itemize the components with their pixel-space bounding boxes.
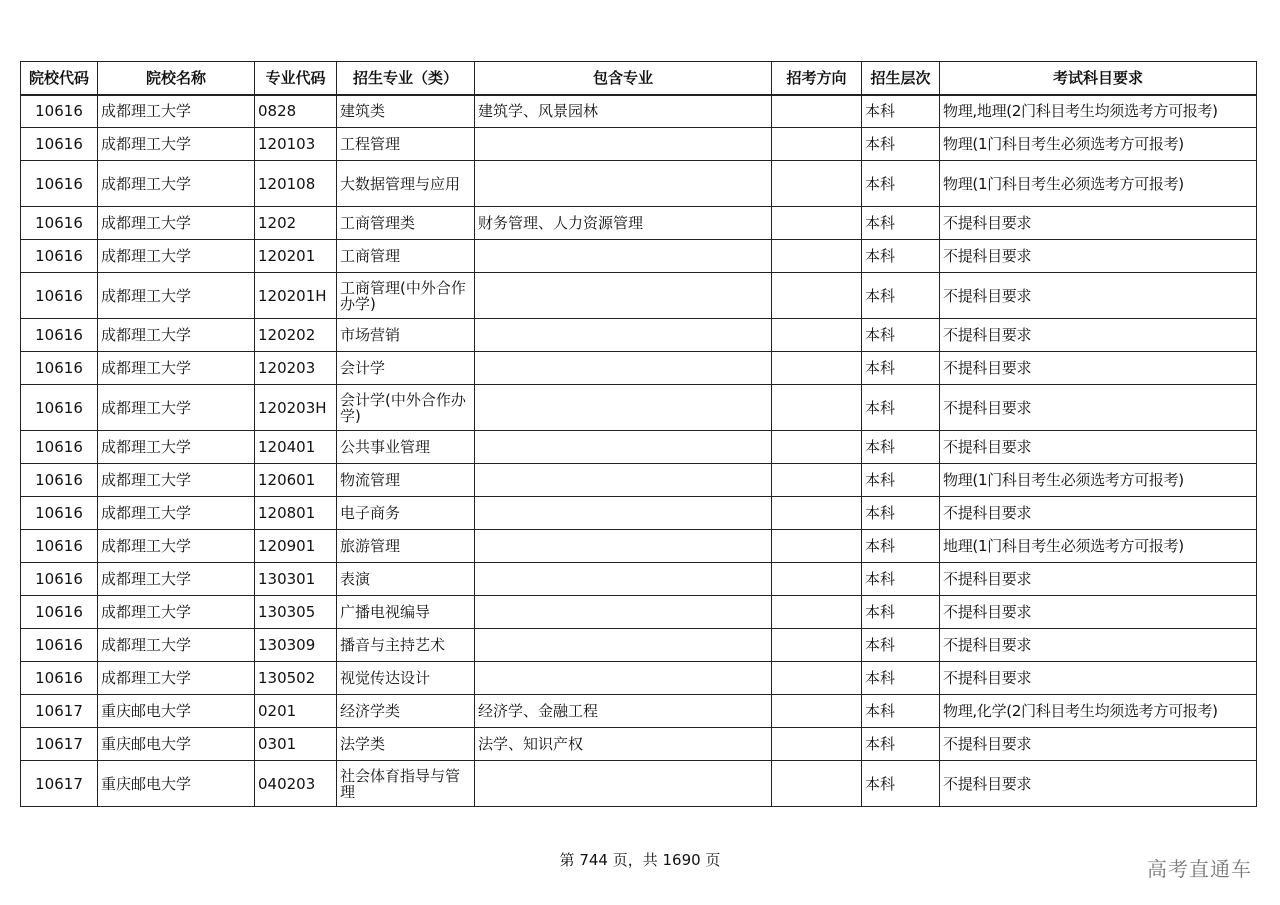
included-majors-cell xyxy=(475,385,772,431)
included-majors-cell xyxy=(475,629,772,662)
school-name-cell: 成都理工大学 xyxy=(98,662,255,695)
school-name-cell: 重庆邮电大学 xyxy=(98,761,255,807)
table-row xyxy=(21,497,1257,530)
included-majors-cell xyxy=(475,273,772,319)
table-row xyxy=(21,273,1257,319)
level-cell: 本科 xyxy=(862,161,940,207)
subject-requirement-cell: 不提科目要求 xyxy=(940,728,1257,761)
table-body xyxy=(21,95,1257,807)
school-code-cell: 10616 xyxy=(21,207,98,240)
included-majors-cell xyxy=(475,161,772,207)
subject-requirement-cell: 物理,地理(2门科目考生均须选考方可报考) xyxy=(940,95,1257,128)
level-cell: 本科 xyxy=(862,128,940,161)
subject-requirement-cell: 不提科目要求 xyxy=(940,319,1257,352)
header-direction: 招考方向 xyxy=(772,62,862,95)
school-code-cell: 10616 xyxy=(21,629,98,662)
subject-requirement-cell: 不提科目要求 xyxy=(940,596,1257,629)
table-header-row xyxy=(21,62,1257,95)
major-code-cell: 130309 xyxy=(255,629,337,662)
subject-requirement-cell: 物理(1门科目考生必须选考方可报考) xyxy=(940,464,1257,497)
major-code-cell: 120103 xyxy=(255,128,337,161)
major-name-cell: 市场营销 xyxy=(337,319,475,352)
major-code-cell: 130301 xyxy=(255,563,337,596)
major-name-cell: 会计学(中外合作办学) xyxy=(337,385,475,431)
school-code-cell: 10616 xyxy=(21,128,98,161)
school-code-cell: 10616 xyxy=(21,497,98,530)
level-cell: 本科 xyxy=(862,273,940,319)
major-code-cell: 120202 xyxy=(255,319,337,352)
direction-cell xyxy=(772,497,862,530)
school-name-cell: 成都理工大学 xyxy=(98,273,255,319)
school-name-cell: 成都理工大学 xyxy=(98,530,255,563)
admissions-table xyxy=(20,61,1257,807)
school-code-cell: 10617 xyxy=(21,695,98,728)
subject-requirement-cell: 不提科目要求 xyxy=(940,352,1257,385)
major-name-cell: 大数据管理与应用 xyxy=(337,161,475,207)
table-row xyxy=(21,662,1257,695)
school-name-cell: 成都理工大学 xyxy=(98,563,255,596)
table-row xyxy=(21,728,1257,761)
direction-cell xyxy=(772,240,862,273)
school-name-cell: 成都理工大学 xyxy=(98,352,255,385)
level-cell: 本科 xyxy=(862,240,940,273)
included-majors-cell xyxy=(475,319,772,352)
direction-cell xyxy=(772,662,862,695)
level-cell: 本科 xyxy=(862,319,940,352)
major-code-cell: 120601 xyxy=(255,464,337,497)
table-row xyxy=(21,128,1257,161)
level-cell: 本科 xyxy=(862,95,940,128)
school-name-cell: 重庆邮电大学 xyxy=(98,728,255,761)
school-code-cell: 10616 xyxy=(21,352,98,385)
included-majors-cell xyxy=(475,431,772,464)
header-school-code: 院校代码 xyxy=(21,62,98,95)
school-code-cell: 10616 xyxy=(21,385,98,431)
level-cell: 本科 xyxy=(862,352,940,385)
major-code-cell: 040203 xyxy=(255,761,337,807)
major-name-cell: 物流管理 xyxy=(337,464,475,497)
subject-requirement-cell: 不提科目要求 xyxy=(940,497,1257,530)
school-name-cell: 重庆邮电大学 xyxy=(98,695,255,728)
major-code-cell: 120203H xyxy=(255,385,337,431)
major-name-cell: 经济学类 xyxy=(337,695,475,728)
major-name-cell: 播音与主持艺术 xyxy=(337,629,475,662)
table-row xyxy=(21,385,1257,431)
major-code-cell: 130305 xyxy=(255,596,337,629)
level-cell: 本科 xyxy=(862,761,940,807)
subject-requirement-cell: 不提科目要求 xyxy=(940,662,1257,695)
subject-requirement-cell: 物理,化学(2门科目考生均须选考方可报考) xyxy=(940,695,1257,728)
included-majors-cell xyxy=(475,530,772,563)
school-code-cell: 10617 xyxy=(21,728,98,761)
page-number: 第 744 页，共 1690 页 xyxy=(559,851,721,869)
major-code-cell: 0828 xyxy=(255,95,337,128)
level-cell: 本科 xyxy=(862,563,940,596)
major-code-cell: 120201H xyxy=(255,273,337,319)
major-code-cell: 120108 xyxy=(255,161,337,207)
major-name-cell: 广播电视编导 xyxy=(337,596,475,629)
subject-requirement-cell: 地理(1门科目考生必须选考方可报考) xyxy=(940,530,1257,563)
subject-requirement-cell: 不提科目要求 xyxy=(940,431,1257,464)
direction-cell xyxy=(772,530,862,563)
included-majors-cell: 法学、知识产权 xyxy=(475,728,772,761)
direction-cell xyxy=(772,695,862,728)
major-name-cell: 工商管理类 xyxy=(337,207,475,240)
major-code-cell: 1202 xyxy=(255,207,337,240)
included-majors-cell xyxy=(475,662,772,695)
table-row xyxy=(21,761,1257,807)
school-code-cell: 10616 xyxy=(21,530,98,563)
subject-requirement-cell: 物理(1门科目考生必须选考方可报考) xyxy=(940,161,1257,207)
major-name-cell: 法学类 xyxy=(337,728,475,761)
subject-requirement-cell: 不提科目要求 xyxy=(940,207,1257,240)
direction-cell xyxy=(772,352,862,385)
school-code-cell: 10616 xyxy=(21,319,98,352)
school-code-cell: 10616 xyxy=(21,464,98,497)
table-row xyxy=(21,431,1257,464)
major-code-cell: 130502 xyxy=(255,662,337,695)
direction-cell xyxy=(772,207,862,240)
header-major: 招生专业（类） xyxy=(337,62,475,95)
level-cell: 本科 xyxy=(862,596,940,629)
table-row xyxy=(21,161,1257,207)
direction-cell xyxy=(772,431,862,464)
school-code-cell: 10616 xyxy=(21,240,98,273)
major-name-cell: 电子商务 xyxy=(337,497,475,530)
school-code-cell: 10616 xyxy=(21,563,98,596)
header-subject-requirement: 考试科目要求 xyxy=(940,62,1257,95)
major-code-cell: 0201 xyxy=(255,695,337,728)
major-code-cell: 120901 xyxy=(255,530,337,563)
level-cell: 本科 xyxy=(862,662,940,695)
major-code-cell: 120401 xyxy=(255,431,337,464)
school-name-cell: 成都理工大学 xyxy=(98,464,255,497)
school-name-cell: 成都理工大学 xyxy=(98,240,255,273)
school-code-cell: 10616 xyxy=(21,662,98,695)
major-name-cell: 会计学 xyxy=(337,352,475,385)
direction-cell xyxy=(772,596,862,629)
header-included-majors: 包含专业 xyxy=(475,62,772,95)
table-row xyxy=(21,695,1257,728)
included-majors-cell xyxy=(475,352,772,385)
subject-requirement-cell: 不提科目要求 xyxy=(940,385,1257,431)
included-majors-cell xyxy=(475,464,772,497)
subject-requirement-cell: 不提科目要求 xyxy=(940,629,1257,662)
school-code-cell: 10616 xyxy=(21,161,98,207)
major-code-cell: 120203 xyxy=(255,352,337,385)
direction-cell xyxy=(772,563,862,596)
major-name-cell: 建筑类 xyxy=(337,95,475,128)
level-cell: 本科 xyxy=(862,497,940,530)
school-name-cell: 成都理工大学 xyxy=(98,319,255,352)
subject-requirement-cell: 不提科目要求 xyxy=(940,273,1257,319)
table-row xyxy=(21,629,1257,662)
direction-cell xyxy=(772,385,862,431)
major-name-cell: 旅游管理 xyxy=(337,530,475,563)
header-level: 招生层次 xyxy=(862,62,940,95)
level-cell: 本科 xyxy=(862,385,940,431)
direction-cell xyxy=(772,728,862,761)
level-cell: 本科 xyxy=(862,629,940,662)
included-majors-cell xyxy=(475,761,772,807)
major-name-cell: 公共事业管理 xyxy=(337,431,475,464)
school-name-cell: 成都理工大学 xyxy=(98,629,255,662)
subject-requirement-cell: 不提科目要求 xyxy=(940,563,1257,596)
table-row xyxy=(21,240,1257,273)
level-cell: 本科 xyxy=(862,695,940,728)
included-majors-cell xyxy=(475,128,772,161)
table-row xyxy=(21,95,1257,128)
school-code-cell: 10616 xyxy=(21,431,98,464)
major-name-cell: 社会体育指导与管理 xyxy=(337,761,475,807)
subject-requirement-cell: 不提科目要求 xyxy=(940,240,1257,273)
table-row xyxy=(21,352,1257,385)
school-code-cell: 10616 xyxy=(21,596,98,629)
header-major-code: 专业代码 xyxy=(255,62,337,95)
major-name-cell: 工程管理 xyxy=(337,128,475,161)
included-majors-cell xyxy=(475,240,772,273)
school-name-cell: 成都理工大学 xyxy=(98,497,255,530)
direction-cell xyxy=(772,161,862,207)
school-name-cell: 成都理工大学 xyxy=(98,431,255,464)
school-code-cell: 10617 xyxy=(21,761,98,807)
level-cell: 本科 xyxy=(862,464,940,497)
major-name-cell: 视觉传达设计 xyxy=(337,662,475,695)
major-code-cell: 120801 xyxy=(255,497,337,530)
major-name-cell: 工商管理 xyxy=(337,240,475,273)
school-name-cell: 成都理工大学 xyxy=(98,128,255,161)
included-majors-cell: 经济学、金融工程 xyxy=(475,695,772,728)
direction-cell xyxy=(772,464,862,497)
level-cell: 本科 xyxy=(862,431,940,464)
table-row xyxy=(21,563,1257,596)
level-cell: 本科 xyxy=(862,530,940,563)
school-name-cell: 成都理工大学 xyxy=(98,207,255,240)
school-name-cell: 成都理工大学 xyxy=(98,161,255,207)
subject-requirement-cell: 物理(1门科目考生必须选考方可报考) xyxy=(940,128,1257,161)
included-majors-cell xyxy=(475,497,772,530)
table-row xyxy=(21,319,1257,352)
subject-requirement-cell: 不提科目要求 xyxy=(940,761,1257,807)
direction-cell xyxy=(772,95,862,128)
included-majors-cell xyxy=(475,563,772,596)
direction-cell xyxy=(772,629,862,662)
school-name-cell: 成都理工大学 xyxy=(98,385,255,431)
table-row xyxy=(21,530,1257,563)
direction-cell xyxy=(772,319,862,352)
level-cell: 本科 xyxy=(862,207,940,240)
table-row xyxy=(21,596,1257,629)
included-majors-cell: 财务管理、人力资源管理 xyxy=(475,207,772,240)
level-cell: 本科 xyxy=(862,728,940,761)
major-code-cell: 120201 xyxy=(255,240,337,273)
table-row xyxy=(21,464,1257,497)
header-school-name: 院校名称 xyxy=(98,62,255,95)
major-code-cell: 0301 xyxy=(255,728,337,761)
watermark: 高考直通车 xyxy=(1147,857,1252,881)
school-code-cell: 10616 xyxy=(21,95,98,128)
included-majors-cell xyxy=(475,596,772,629)
direction-cell xyxy=(772,761,862,807)
school-name-cell: 成都理工大学 xyxy=(98,596,255,629)
school-code-cell: 10616 xyxy=(21,273,98,319)
major-name-cell: 表演 xyxy=(337,563,475,596)
direction-cell xyxy=(772,128,862,161)
direction-cell xyxy=(772,273,862,319)
included-majors-cell: 建筑学、风景园林 xyxy=(475,95,772,128)
school-name-cell: 成都理工大学 xyxy=(98,95,255,128)
major-name-cell: 工商管理(中外合作办学) xyxy=(337,273,475,319)
table-row xyxy=(21,207,1257,240)
